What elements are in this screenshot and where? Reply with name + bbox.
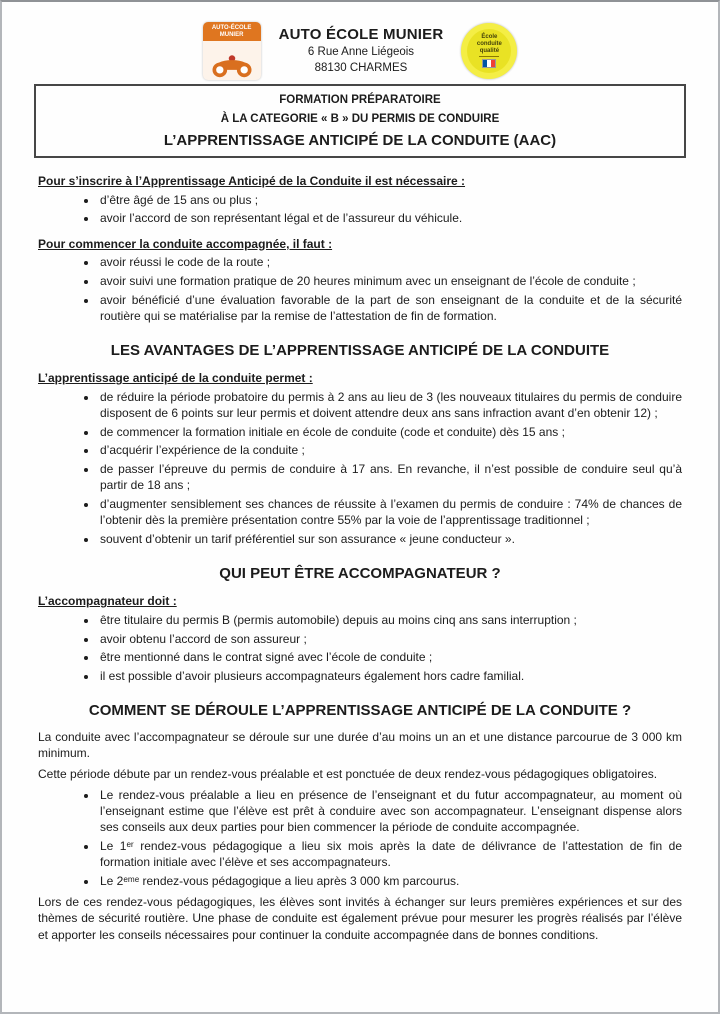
- sub-heading: L’apprentissage anticipé de la conduite permet :: [38, 371, 313, 386]
- document-body: [38, 173, 682, 943]
- school-address-line2: 88130 CHARMES: [314, 61, 408, 74]
- bullet-item: • être titulaire du permis B (permis automobile) depuis au moins cinq ans sans interruption ;: [98, 612, 682, 628]
- bullet-list: [38, 612, 682, 684]
- title-box: [34, 84, 686, 158]
- car-icon: [203, 41, 261, 80]
- bullet-item: • il est possible d’avoir plusieurs accompagnateurs également hors cadre familial.: [98, 668, 682, 684]
- bullet-list: [38, 254, 682, 324]
- bullet-item: • Le rendez-vous préalable a lieu en présence de l’enseignant et du futur accompagnateur, au moment où l’enseignant estime que l’élève est prêt à conduire avec son accompagnateur. L’enseignant dispense alors ses conseils aux deux parties pour bien commencer la période de conduite accompagnée.: [98, 787, 682, 836]
- section-heading: QUI PEUT ÊTRE ACCOMPAGNATEUR ?: [219, 565, 501, 583]
- bullet-item: • d’être âgé de 15 ans ou plus ;: [98, 192, 682, 208]
- title-category-line: À LA CATEGORIE « B » DU PERMIS DE CONDUIRE: [220, 112, 500, 125]
- bullet-item: • être mentionné dans le contrat signé avec l’école de conduite ;: [98, 649, 682, 665]
- title-formation-line: FORMATION PRÉPARATOIRE: [279, 94, 441, 106]
- quality-badge-inner: [467, 29, 511, 73]
- bullet-list: [38, 389, 682, 547]
- document-header: [2, 22, 718, 80]
- bullet-item: • d’acquérir l’expérience de la conduite ;: [98, 442, 682, 458]
- bullet-item: • avoir l’accord de son représentant légal et de l’assureur du véhicule.: [98, 210, 682, 226]
- section-heading: COMMENT SE DÉROULE L’APPRENTISSAGE ANTICIPÉ DE LA CONDUITE ?: [88, 702, 632, 720]
- bullet-item: • avoir obtenu l’accord de son assureur ;: [98, 631, 682, 647]
- bullet-list: [38, 192, 682, 227]
- sub-heading: L’accompagnateur doit :: [38, 594, 177, 609]
- bullet-item: • de réduire la période probatoire du permis à 2 ans au lieu de 3 (les nouveaux titulaires du permis de conduire disposent de 6 points sur leur permis et doivent attendre deux ans sans infraction avant d’en obtenir 12) ;: [98, 389, 682, 421]
- bullet-item: • avoir réussi le code de la route ;: [98, 254, 682, 270]
- school-identity: [279, 26, 444, 76]
- badge-line3: qualité: [479, 47, 500, 54]
- paragraph: La conduite avec l’accompagnateur se déroule sur une durée d’au moins un an et une distance parcourue de 3 000 km minimum.: [38, 729, 682, 760]
- badge-line1: École: [481, 34, 498, 41]
- paragraph: Cette période débute par un rendez-vous préalable et est ponctuée de deux rendez-vous pédagogiques obligatoires.: [38, 766, 658, 781]
- school-address-line1: 6 Rue Anne Liégeois: [307, 45, 415, 58]
- bullet-item: • de passer l’épreuve du permis de conduire à 17 ans. En revanche, il n’est possible de conduire seul qu’à partir de 18 ans ;: [98, 461, 682, 493]
- sub-heading: Pour s’inscrire à l’Apprentissage Anticipé de la Conduite il est nécessaire :: [38, 173, 466, 188]
- badge-divider: [479, 56, 499, 57]
- quality-badge: [461, 23, 517, 79]
- bullet-item: • souvent d’obtenir un tarif préférentiel sur son assurance « jeune conducteur ».: [98, 531, 682, 547]
- bullet-item: • avoir bénéficié d’une évaluation favorable de la part de son enseignant de la conduite et de la sécurité routière qui se matérialise par la remise de l’attestation de fin de formation.: [98, 292, 682, 324]
- bullet-list: [38, 787, 682, 889]
- school-name: AUTO ÉCOLE MUNIER: [278, 25, 444, 43]
- document-main-title: L’APPRENTISSAGE ANTICIPÉ DE LA CONDUITE (AAC): [163, 131, 557, 149]
- section-heading: LES AVANTAGES DE L’APPRENTISSAGE ANTICIPÉ DE LA CONDUITE: [110, 341, 610, 359]
- bullet-item: • avoir suivi une formation pratique de 20 heures minimum avec un enseignant de l’école de conduite ;: [98, 273, 682, 289]
- bullet-item: • Le 2ᵉᵐᵉ rendez-vous pédagogique a lieu après 3 000 km parcourus.: [98, 873, 682, 889]
- logo-banner-line1: AUTO-ÉCOLE: [211, 25, 252, 31]
- school-logo: [203, 22, 261, 80]
- paragraph: Lors de ces rendez-vous pédagogiques, les élèves sont invités à échanger sur leurs premières expériences et sur des thèmes de sécurité routière. Une phase de conduite est également prévue pour mesurer les progrès réalisés par l’élève et apporter les conseils nécessaires pour continuer la conduite accompagnée dans de bonnes conditions.: [38, 895, 682, 942]
- badge-line2: conduite: [476, 41, 502, 48]
- bullet-item: • d’augmenter sensiblement ses chances de réussite à l’examen du permis de conduire : 74% de chances de l’obtenir dès la première présentation contre 55% par la voie de l’apprentissage traditionnel ;: [98, 496, 682, 528]
- bullet-item: • Le 1ᵉʳ rendez-vous pédagogique a lieu six mois après la date de délivrance de l’attestation de fin de formation initiale avec l’élève et ses accompagnateurs.: [98, 838, 682, 870]
- sub-heading: Pour commencer la conduite accompagnée, il faut :: [38, 236, 333, 251]
- logo-banner-line2: MUNIER: [219, 31, 244, 38]
- french-flag-icon: [482, 59, 496, 68]
- bullet-item: • de commencer la formation initiale en école de conduite (code et conduite) dès 15 ans ;: [98, 424, 682, 440]
- logo-banner: [203, 22, 261, 41]
